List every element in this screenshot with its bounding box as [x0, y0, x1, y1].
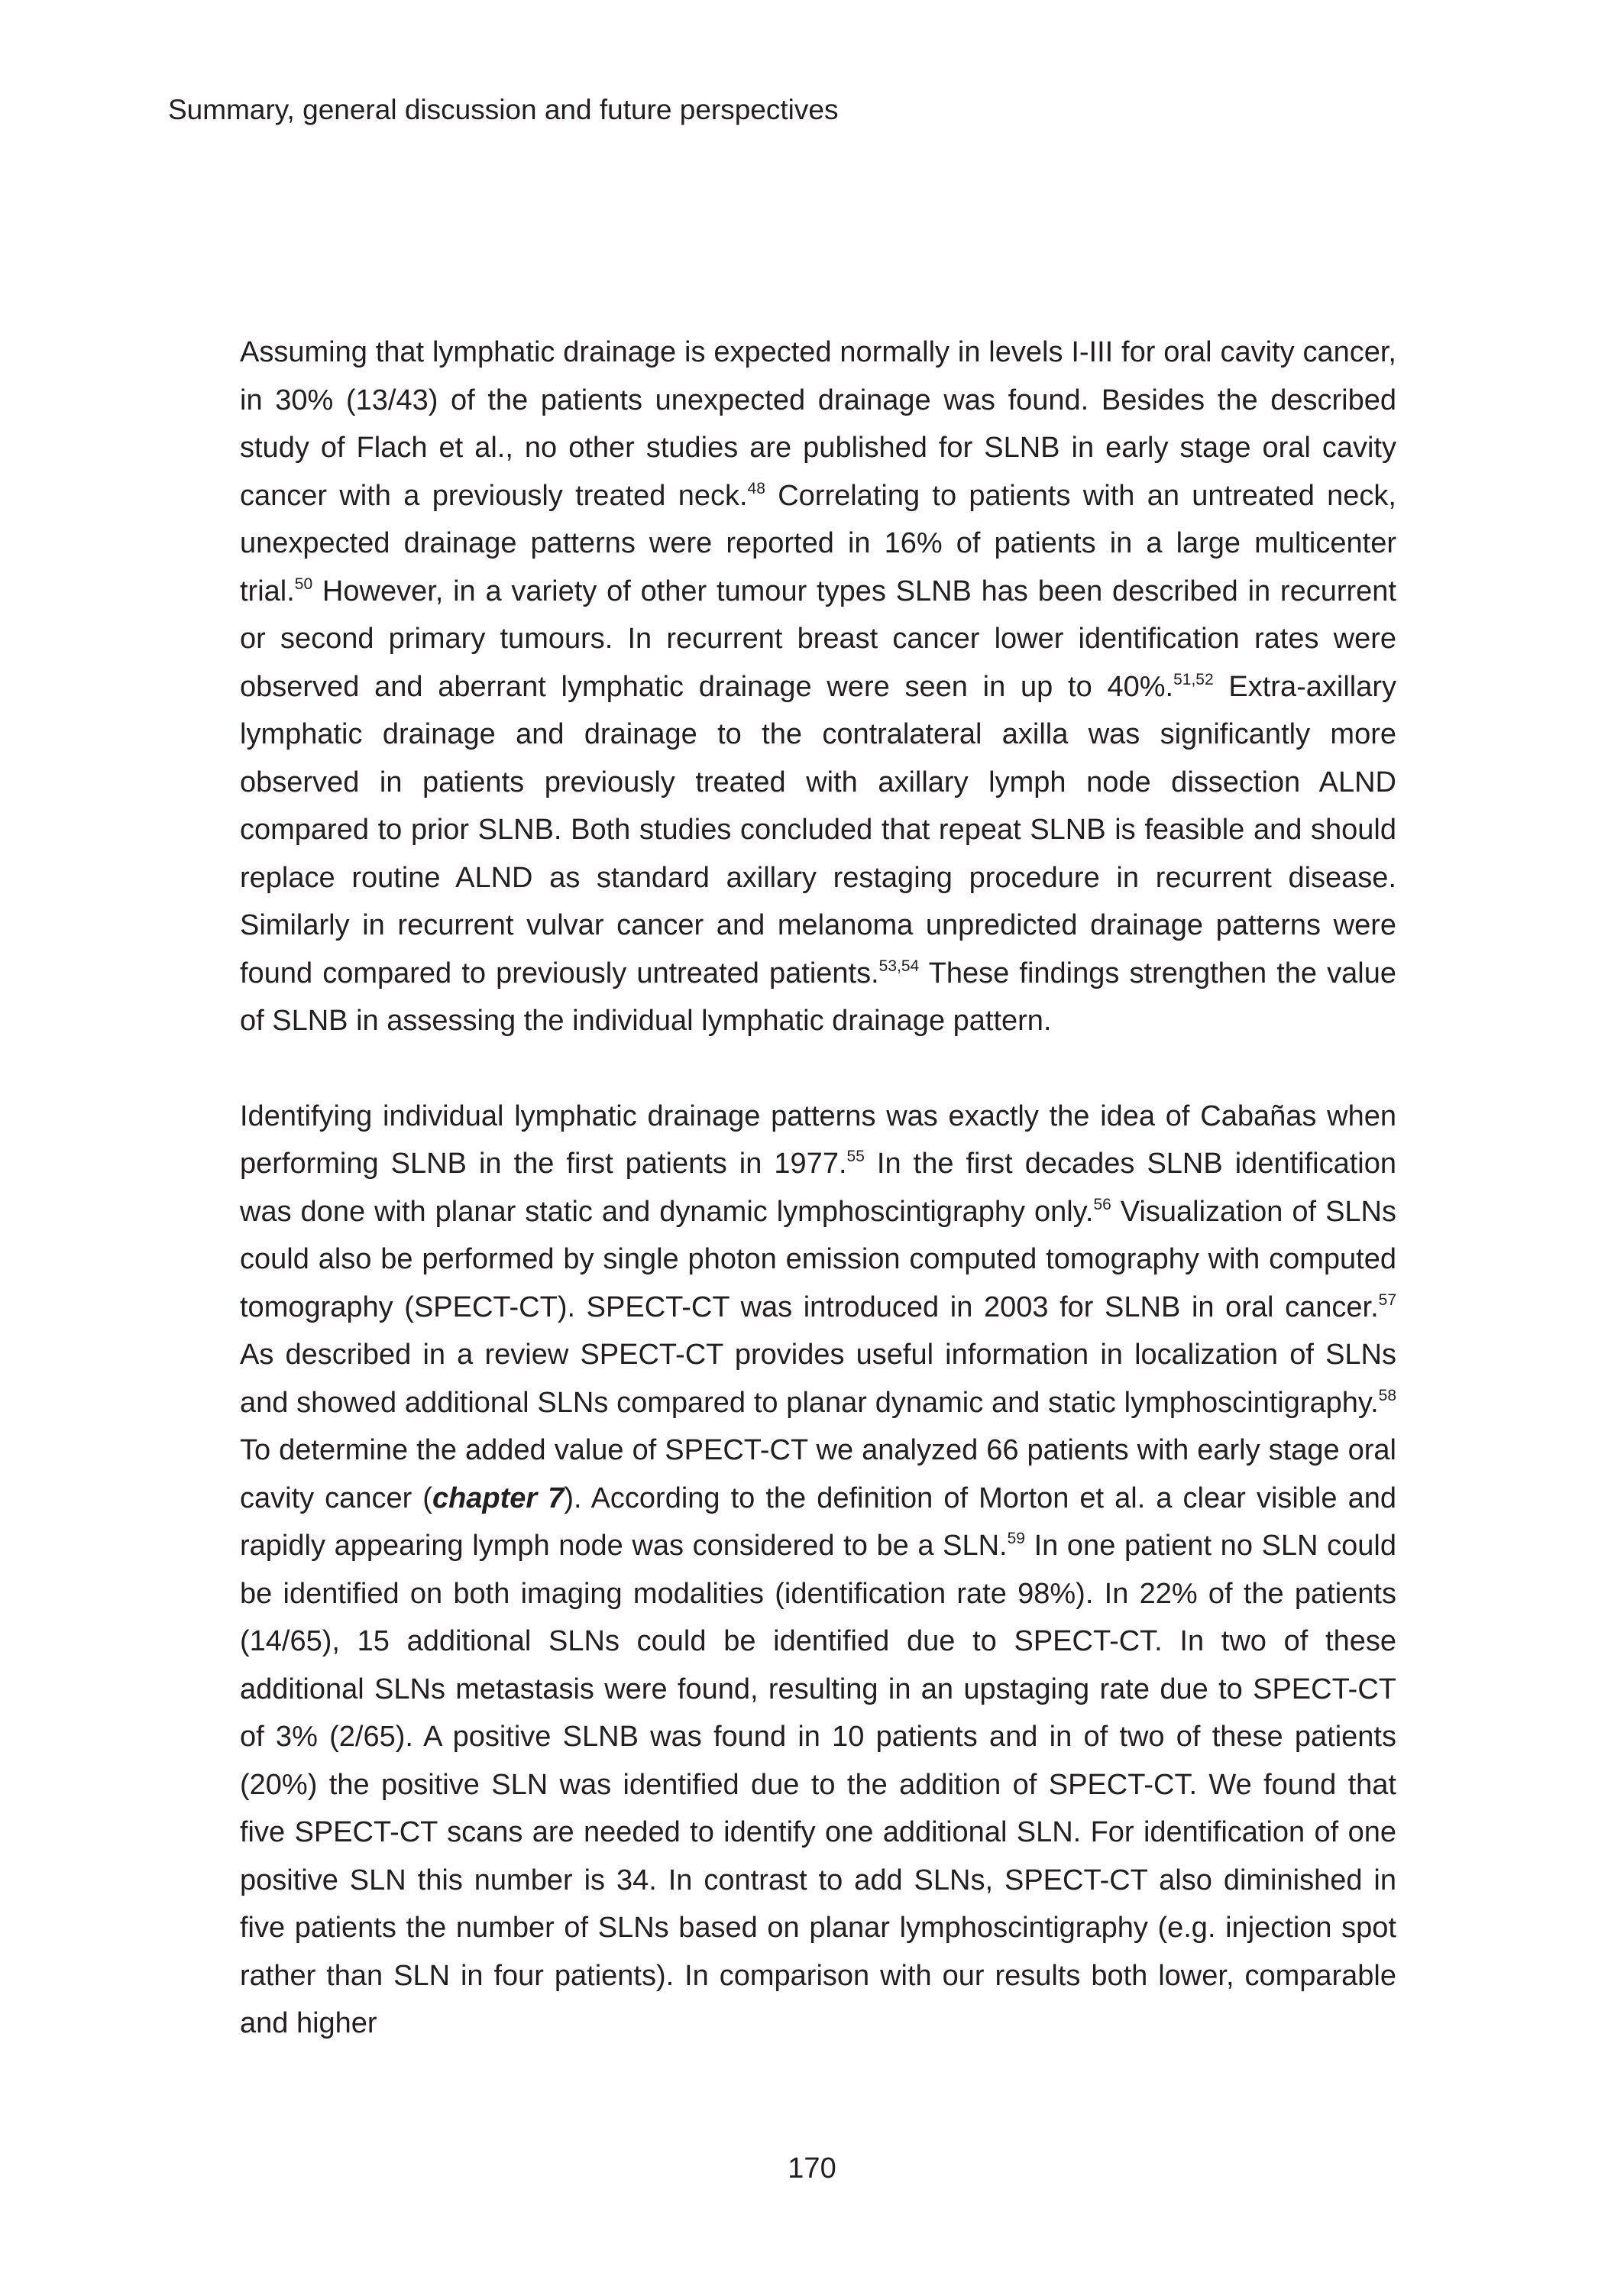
reference-superscript: 58 — [1378, 1386, 1396, 1404]
reference-superscript: 53,54 — [878, 957, 920, 975]
reference-superscript: 50 — [294, 575, 313, 593]
running-header: Summary, general discussion and future perspectives — [168, 94, 839, 125]
text-run: Visualization of SLNs could also be performed by single photon emission computed tomography with computed tomography (SPECT-CT). SPECT-CT was introduced in 2003 for SLNB in oral cancer. — [240, 1195, 1396, 1323]
reference-superscript: 56 — [1093, 1195, 1111, 1213]
text-run: Extra-axillary lymphatic drainage and drainage to the contralateral axilla was significantly more observed in patients previously treated with axillary lymph node dissection ALND compared to prior SLNB. Both studies concluded that repeat SLNB is feasible and should replace routine ALND as standard axillary restaging procedure in recurrent disease. Similarly in recurrent vulvar cancer and melanoma unpredicted drainage patterns were found compared to previously untreated patients. — [240, 670, 1397, 989]
text-run: Identifying individual lymphatic drainage patterns was exactly the idea of Cabañas when performing SLNB in the first patients in 1977. — [240, 1100, 1396, 1180]
emphasized-text: chapter 7 — [432, 1482, 565, 1514]
paragraph — [240, 1093, 1396, 2048]
reference-superscript: 57 — [1378, 1291, 1396, 1309]
text-run: As described in a review SPECT-CT provides useful information in localization of SLNs and showed additional SLNs compared to planar dynamic and static lymphoscintigraphy. — [240, 1339, 1396, 1419]
reference-superscript: 55 — [846, 1148, 865, 1165]
reference-superscript: 51,52 — [1173, 670, 1214, 688]
body-text — [240, 329, 1396, 2048]
page-number: 170 — [788, 2152, 836, 2185]
text-run: In the first decades SLNB identification was done with planar static and dynamic lymphoscintigraphy only. — [240, 1148, 1396, 1228]
text-run: Correlating to patients with an untreated neck, unexpected drainage patterns were reported in 16% of patients in a large multicenter trial. — [240, 479, 1396, 607]
text-run: ). According to the definition of Morton et al. a clear visible and rapidly appearing lymph node was considered to be a SLN. — [240, 1482, 1396, 1562]
paragraph — [240, 329, 1396, 1045]
text-run: In one patient no SLN could be identified on both imaging modalities (identification rate 98%). In 22% of the patients (14/65), 15 additional SLNs could be identified due to SPECT-CT. In two of these additional SLNs metastasis were found, resulting in an upstaging rate due to SPECT-CT of 3% (2/65). A positive SLNB was found in 10 patients and in of two of these patients (20%) the positive SLN was identified due to the addition of SPECT-CT. We found that five SPECT-CT scans are needed to identify one additional SLN. For identification of one positive SLN this number is 34. In contrast to add SLNs, SPECT-CT also diminished in five patients the number of SLNs based on planar lymphoscintigraphy (e.g. injection spot rather than SLN in four patients). In comparison with our results both lower, comparable and higher — [240, 1530, 1396, 2039]
text-run: To determine the added value of SPECT-CT we analyzed 66 patients with early stage oral cavity cancer ( — [240, 1434, 1396, 1514]
text-run: However, in a variety of other tumour types SLNB has been described in recurrent or second primary tumours. In recurrent breast cancer lower identification rates were observed and aberrant lymphatic drainage were seen in up to 40%. — [240, 575, 1396, 703]
text-run: These findings strengthen the value of SLNB in assessing the individual lymphatic drainage pattern. — [240, 957, 1396, 1037]
reference-superscript: 59 — [1007, 1530, 1025, 1547]
reference-superscript: 48 — [747, 479, 765, 497]
text-run: Assuming that lymphatic drainage is expected normally in levels I-III for oral cavity cancer, in 30% (13/43) of the patients unexpected drainage was found. Besides the described study of Flach et al., no other studies are published for SLNB in early stage oral cavity cancer with a previously treated neck. — [240, 336, 1396, 512]
